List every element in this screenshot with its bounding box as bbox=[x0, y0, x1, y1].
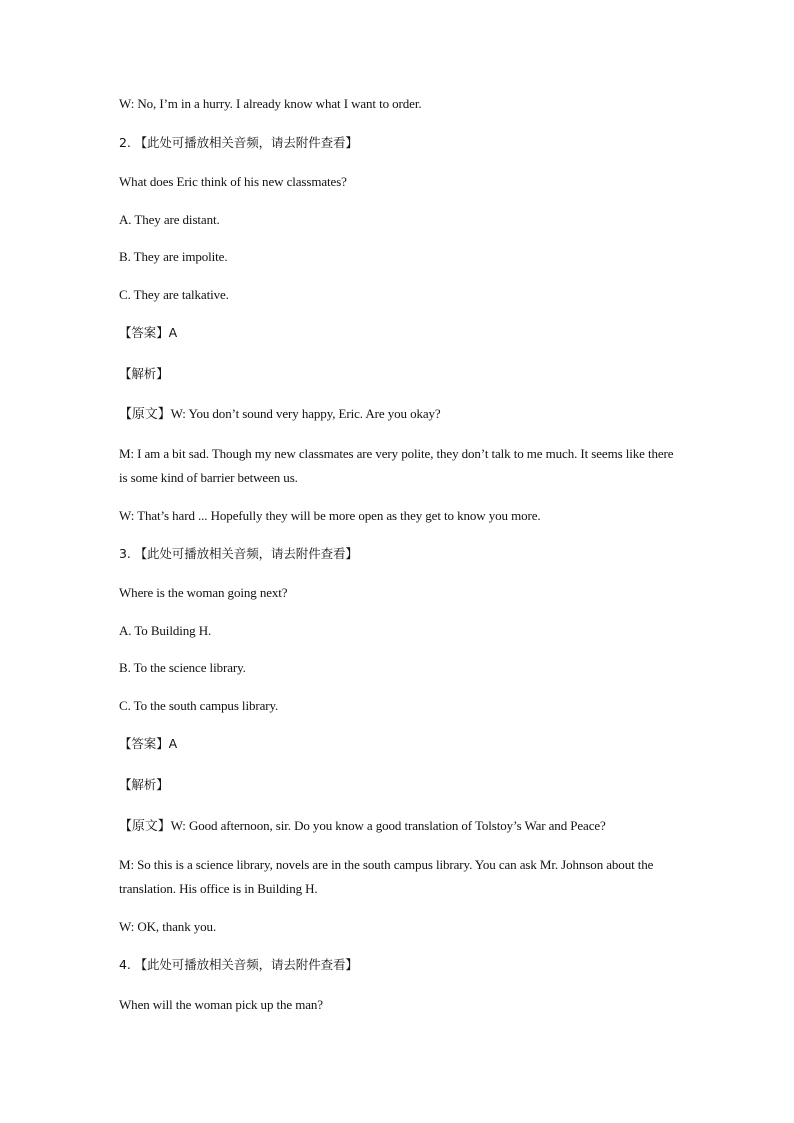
transcript-line: 【原文】W: Good afternoon, sir. Do you know a good translation of Tolstoy’s War and Peace? bbox=[119, 818, 606, 833]
transcript-line: M: I am a bit sad. Though my new classmates are very polite, they don’t talk to me much. It seems like there is some kind of barrier between us. bbox=[119, 446, 674, 485]
dialogue-line: W: No, I’m in a hurry. I already know what I want to order. bbox=[119, 96, 422, 111]
option-a: A. They are distant. bbox=[119, 212, 220, 227]
question-text: When will the woman pick up the man? bbox=[119, 997, 323, 1012]
question-text: What does Eric think of his new classmates? bbox=[119, 174, 347, 189]
question-text: Where is the woman going next? bbox=[119, 585, 288, 600]
option-b: B. They are impolite. bbox=[119, 249, 228, 264]
option-c: C. To the south campus library. bbox=[119, 698, 279, 713]
option-b: B. To the science library. bbox=[119, 660, 246, 675]
answer-label: 【答案】A bbox=[119, 736, 178, 751]
answer-label: 【答案】A bbox=[119, 325, 178, 340]
transcript-line: W: OK, thank you. bbox=[119, 919, 217, 934]
transcript-line: W: That’s hard ... Hopefully they will be more open as they get to know you more. bbox=[119, 508, 541, 523]
option-c: C. They are talkative. bbox=[119, 287, 229, 302]
question-number-4-audio: 4. 【此处可播放相关音频，请去附件查看】 bbox=[119, 957, 358, 972]
question-number-2-audio: 2. 【此处可播放相关音频，请去附件查看】 bbox=[119, 135, 358, 150]
question-number-3-audio: 3. 【此处可播放相关音频，请去附件查看】 bbox=[119, 546, 358, 561]
analysis-label: 【解析】 bbox=[119, 366, 169, 381]
transcript-line: 【原文】W: You don’t sound very happy, Eric. Are you okay? bbox=[119, 406, 441, 421]
option-a: A. To Building H. bbox=[119, 623, 212, 638]
analysis-label: 【解析】 bbox=[119, 777, 169, 792]
transcript-line: M: So this is a science library, novels are in the south campus library. You can ask Mr. Johnson about the translation. His office is in Building H. bbox=[119, 857, 654, 896]
